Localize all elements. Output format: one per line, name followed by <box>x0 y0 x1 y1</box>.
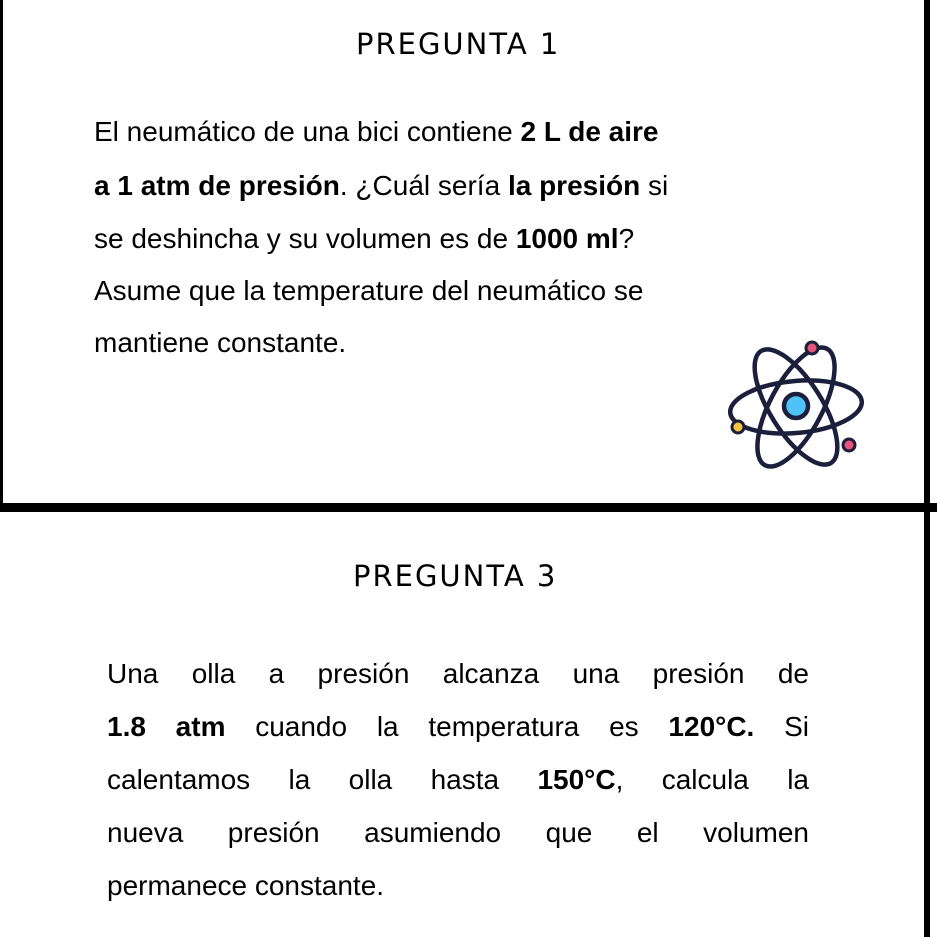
question-1-line-4 <box>94 275 643 307</box>
q1-text-bold: a 1 atm de presión <box>94 170 340 201</box>
q3-text: permanece constante. <box>107 870 385 901</box>
question-1-line-5 <box>94 327 346 359</box>
question-1-line-2 <box>94 170 668 202</box>
question-3-line-4 <box>107 817 809 849</box>
q1-text: si <box>640 170 669 201</box>
question-3-line-3 <box>107 764 809 796</box>
question-1-line-3 <box>94 223 634 255</box>
question-3-line-2 <box>107 711 809 743</box>
q3-text: Si <box>754 711 809 742</box>
q3-text-bold: 150°C <box>537 764 616 795</box>
question-1-line-1 <box>94 116 659 148</box>
question-3-heading: PREGUNTA 3 <box>353 559 558 593</box>
q3-text: nueva presión asumiendo que el volumen <box>107 817 809 848</box>
q3-text: cuando la temperatura es <box>225 711 669 742</box>
q1-text: ? <box>618 223 635 254</box>
atom-icon <box>728 335 864 477</box>
q1-text: Asume que la temperature del neumático se <box>94 275 644 306</box>
q3-text-bold: 120°C. <box>668 711 755 742</box>
q3-text-bold: 1.8 atm <box>107 711 226 742</box>
q1-text: . ¿Cuál sería <box>339 170 508 201</box>
card-divider <box>0 503 937 512</box>
question-3-line-1 <box>107 658 809 690</box>
q3-text: Una olla a presión alcanza una presión de <box>107 658 809 689</box>
q1-text-bold: la presión <box>507 170 641 201</box>
q3-justified-line <box>107 764 809 796</box>
q1-text: se deshincha y su volumen es de <box>94 223 516 254</box>
question-1-heading: PREGUNTA 1 <box>356 27 561 61</box>
q1-text-bold: 2 L de aire <box>520 116 659 147</box>
q1-text: El neumático de una bici contiene <box>94 116 521 147</box>
q3-text: calentamos la olla hasta <box>107 764 538 795</box>
q3-justified-line <box>107 711 809 743</box>
q1-text: mantiene constante. <box>94 327 347 358</box>
q3-text: , calcula la <box>615 764 809 795</box>
question-3-line-5 <box>107 870 384 902</box>
q1-text-bold: 1000 ml <box>515 223 619 254</box>
